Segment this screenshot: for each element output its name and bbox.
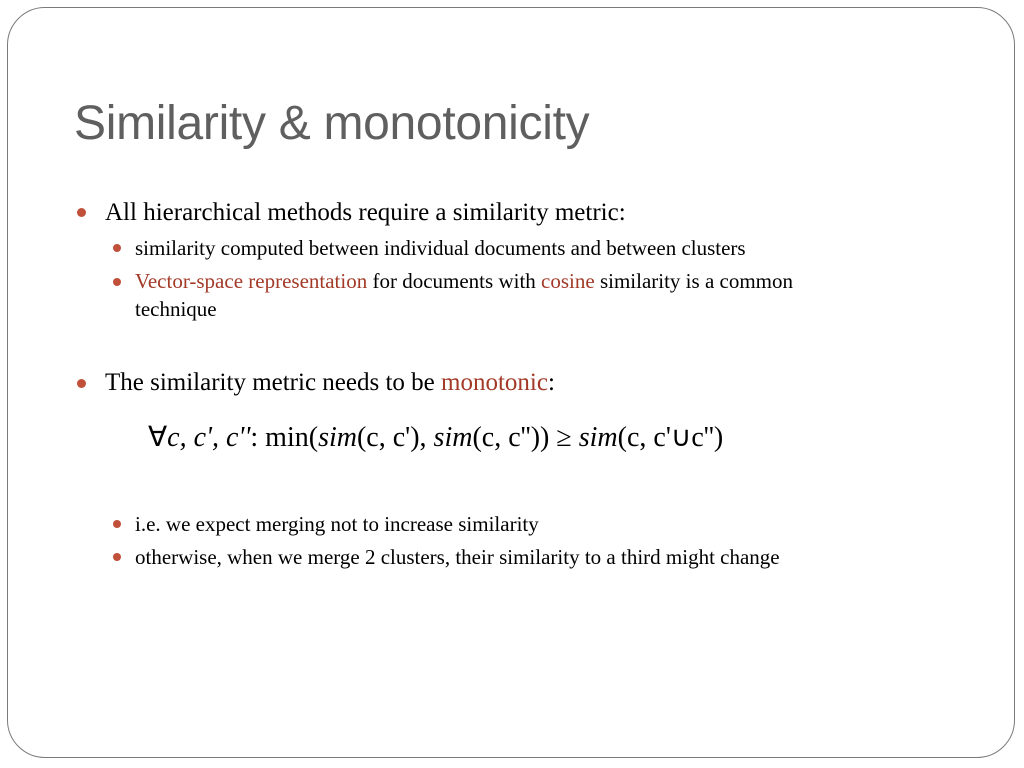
formula-sim-3: sim xyxy=(578,422,618,453)
formula-args-3: (c, c'∪c'') xyxy=(617,422,724,453)
bullet-2-text-a: The similarity metric needs to be xyxy=(105,369,442,396)
formula-vars: c, c', c'' xyxy=(167,422,251,453)
bullet-dot xyxy=(77,208,86,217)
sub-bullet-dot xyxy=(113,520,121,528)
sub-2-text-d: similarity is a common xyxy=(594,269,793,293)
formula-args-1: (c, c'), xyxy=(356,422,434,453)
formula-sim-1: sim xyxy=(318,422,357,453)
slide-title: Similarity & monotonicity xyxy=(74,97,590,150)
formula-sim-2: sim xyxy=(433,422,473,453)
bullet-2-sub-1: i.e. we expect merging not to increase similarity xyxy=(135,512,539,536)
sub-bullet-dot xyxy=(113,553,121,561)
bullet-1-sub-2 xyxy=(135,267,793,295)
monotonicity-formula xyxy=(148,420,723,454)
formula-min: : min( xyxy=(250,422,319,453)
formula-args-2: (c, c'')) ≥ xyxy=(472,422,579,453)
bullet-2-sub-2: otherwise, when we merge 2 clusters, their similarity to a third might change xyxy=(135,545,780,569)
sub-2-text-b: for documents with xyxy=(367,269,542,293)
cosine-term: cosine xyxy=(541,269,595,293)
bullet-1-sub-2-continuation: technique xyxy=(135,297,217,321)
sub-bullet-dot xyxy=(113,244,121,252)
vector-space-term: Vector-space representation xyxy=(135,269,368,293)
bullet-2-text-c: : xyxy=(547,369,555,396)
bullet-1-sub-1: similarity computed between individual documents and between clusters xyxy=(135,236,746,260)
bullet-1-text: All hierarchical methods require a similarity metric: xyxy=(105,199,626,226)
bullet-2-text xyxy=(105,369,555,397)
sub-bullet-dot xyxy=(113,278,121,286)
monotonic-term: monotonic xyxy=(441,369,548,396)
bullet-dot xyxy=(77,379,86,388)
forall-symbol: ∀ xyxy=(148,422,168,453)
